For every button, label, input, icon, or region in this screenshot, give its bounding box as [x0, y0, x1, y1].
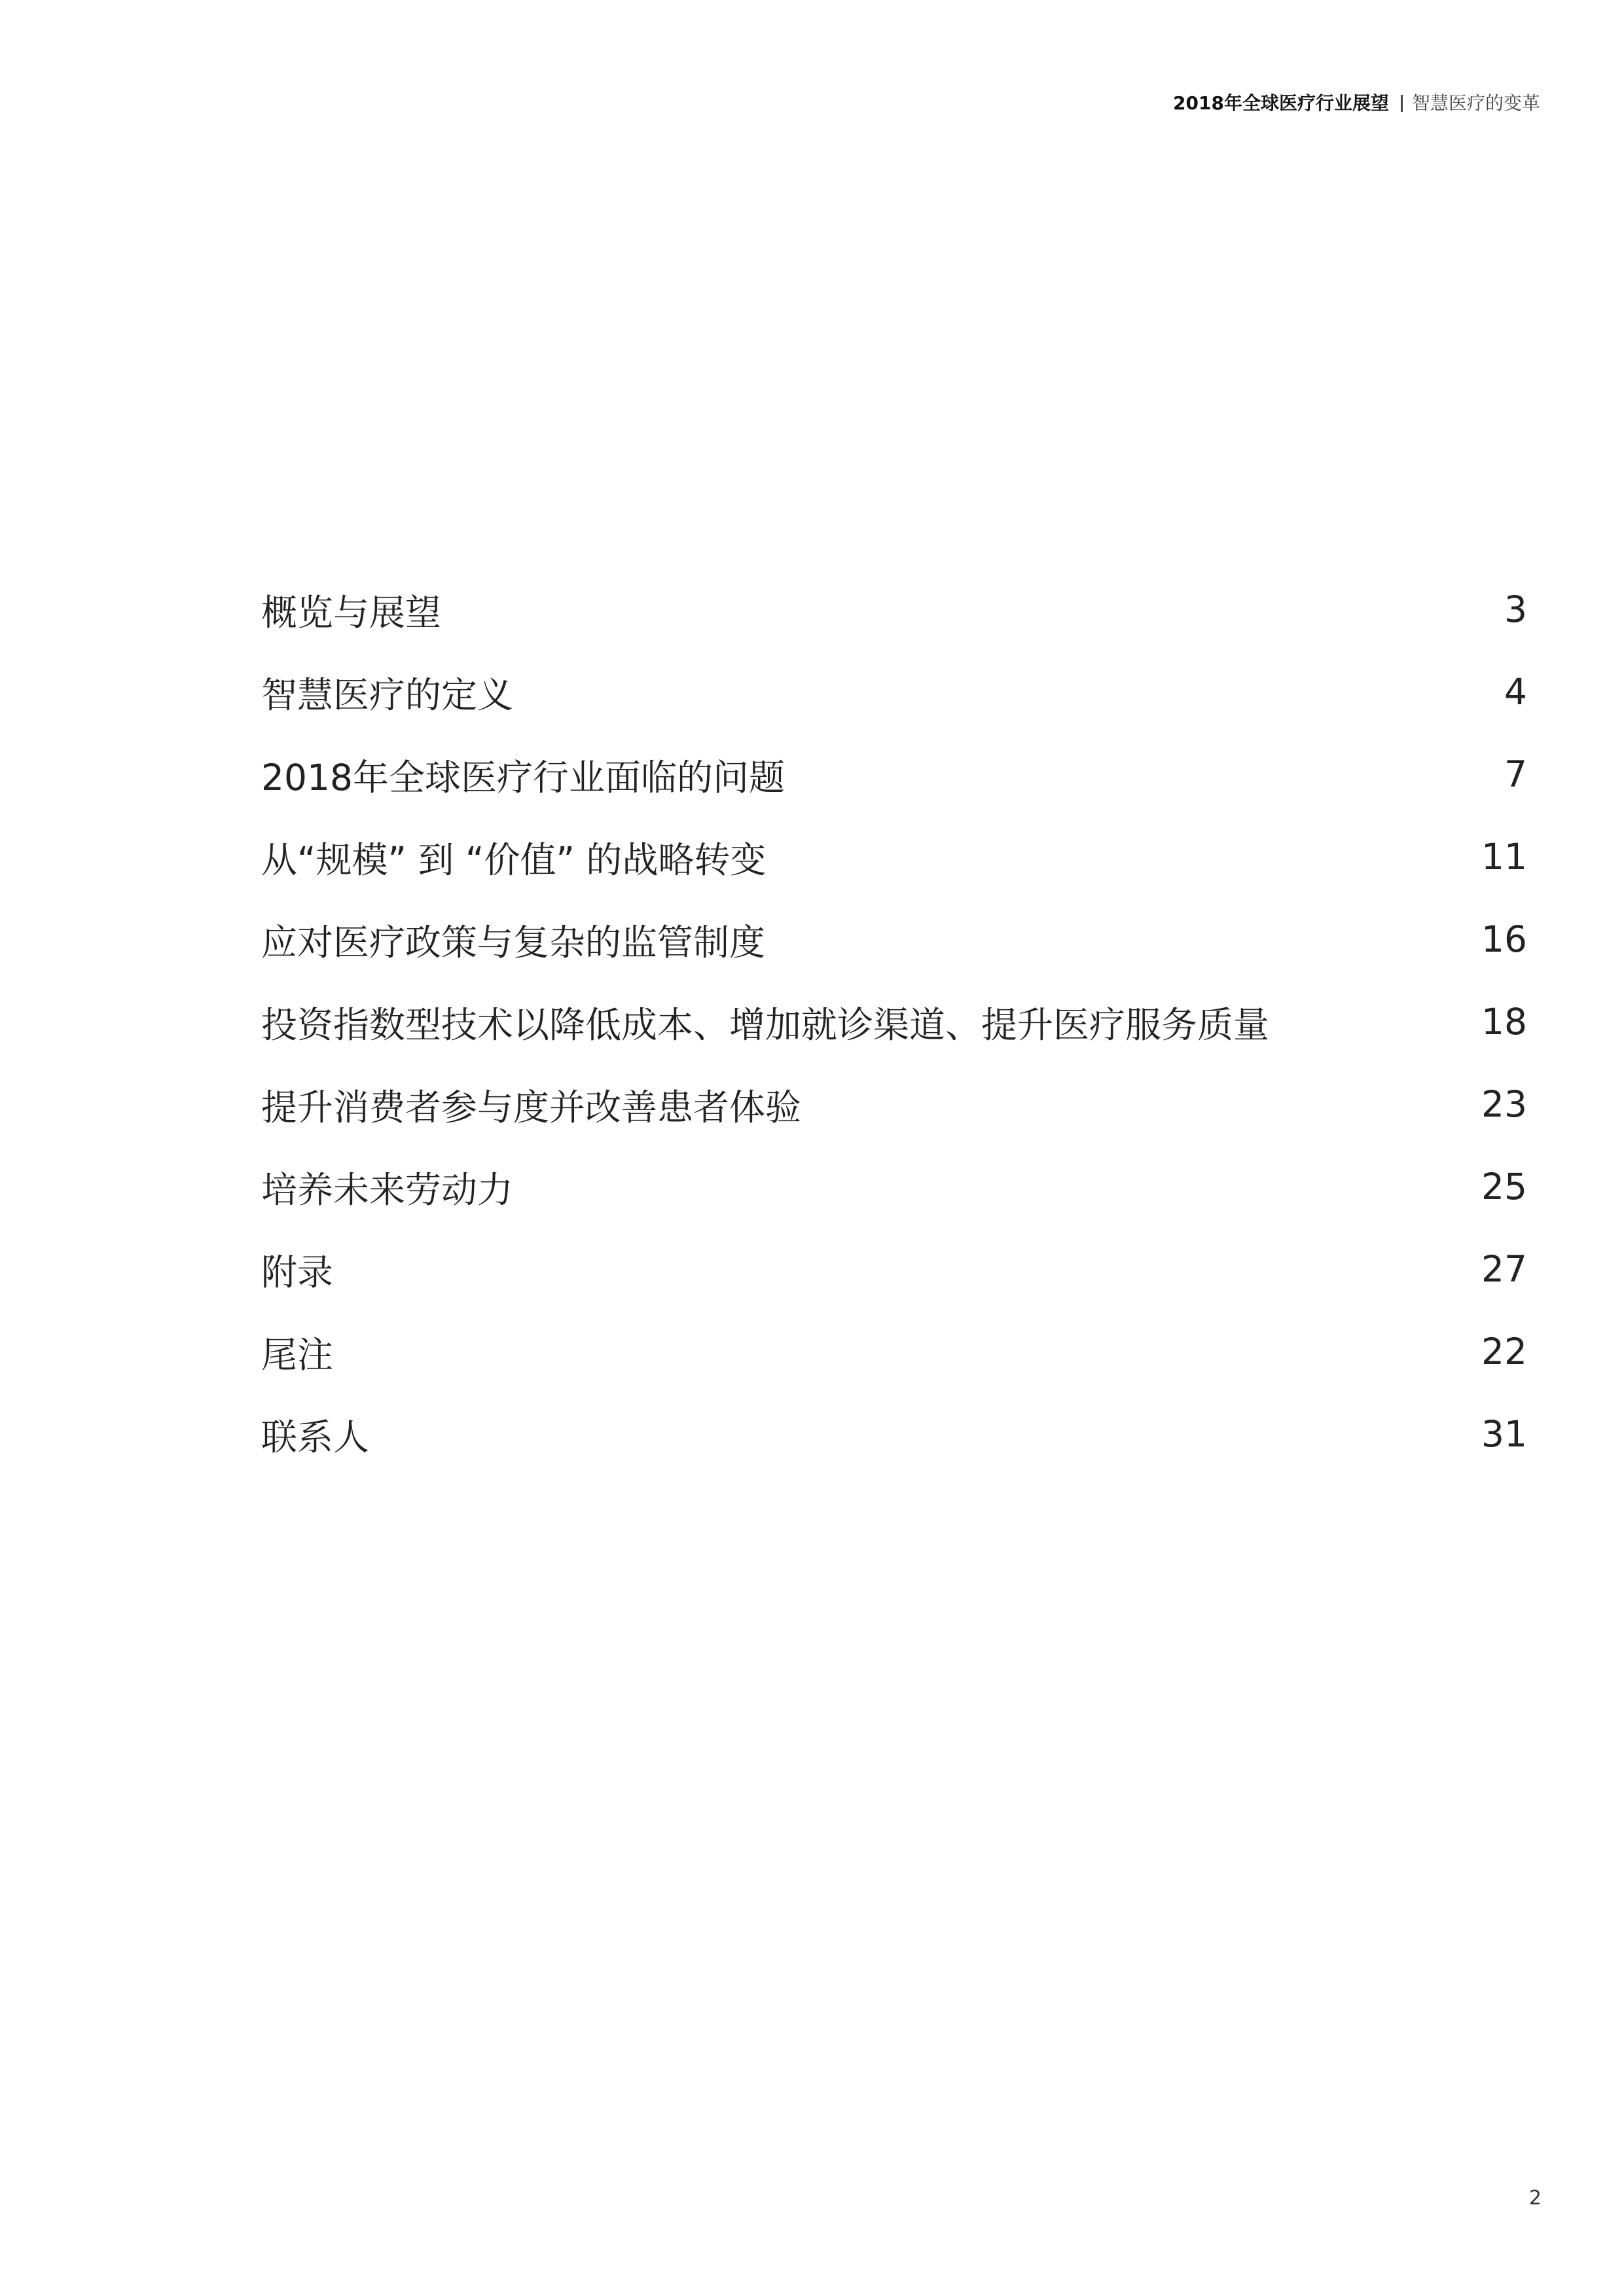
toc-item-workforce[interactable]	[261, 1145, 1527, 1228]
toc-item-policy[interactable]	[261, 898, 1527, 980]
toc-item-title: 智慧医疗的定义	[261, 673, 514, 716]
toc-item-definition[interactable]	[261, 651, 1527, 733]
toc-item-page: 18	[1481, 1001, 1527, 1043]
toc-item-title: 尾注	[261, 1333, 334, 1376]
table-of-contents	[261, 568, 1527, 1475]
toc-item-title: 培养未来劳动力	[261, 1168, 514, 1211]
report-subtitle: 智慧医疗的变革	[1411, 92, 1540, 114]
toc-item-endnotes[interactable]	[261, 1310, 1527, 1393]
running-header	[1173, 90, 1540, 117]
toc-item-page: 3	[1504, 588, 1527, 630]
toc-item-appendix[interactable]	[261, 1228, 1527, 1310]
toc-item-page: 31	[1481, 1413, 1527, 1455]
toc-item-title: 投资指数型技术以降低成本、增加就诊渠道、提升医疗服务质量	[261, 1003, 1270, 1046]
page-number: 2	[1528, 2187, 1542, 2210]
toc-item-title: 应对医疗政策与复杂的监管制度	[261, 921, 766, 963]
header-separator	[1401, 95, 1403, 112]
toc-item-issues[interactable]	[261, 733, 1527, 816]
toc-item-consumer[interactable]	[261, 1063, 1527, 1145]
toc-item-title: 概览与展望	[261, 591, 442, 634]
toc-item-overview[interactable]	[261, 568, 1527, 651]
report-title: 2018年全球医疗行业展望	[1173, 92, 1389, 114]
toc-item-page: 27	[1481, 1248, 1527, 1290]
toc-item-page: 16	[1481, 918, 1527, 960]
toc-item-title: 从“规模” 到 “价值” 的战略转变	[261, 838, 767, 881]
toc-item-title: 2018年全球医疗行业面临的问题	[261, 756, 785, 798]
toc-item-technology[interactable]	[261, 980, 1527, 1063]
toc-item-title: 提升消费者参与度并改善患者体验	[261, 1086, 802, 1128]
toc-item-page: 25	[1481, 1166, 1527, 1208]
toc-item-title: 联系人	[261, 1416, 370, 1458]
toc-item-page: 11	[1481, 836, 1527, 878]
toc-item-strategy-shift[interactable]	[261, 816, 1527, 898]
toc-item-page: 22	[1481, 1331, 1527, 1372]
toc-item-title: 附录	[261, 1251, 334, 1293]
toc-item-page: 23	[1481, 1083, 1527, 1125]
toc-item-page: 7	[1504, 753, 1527, 795]
toc-item-contacts[interactable]	[261, 1393, 1527, 1475]
toc-item-page: 4	[1504, 671, 1527, 713]
